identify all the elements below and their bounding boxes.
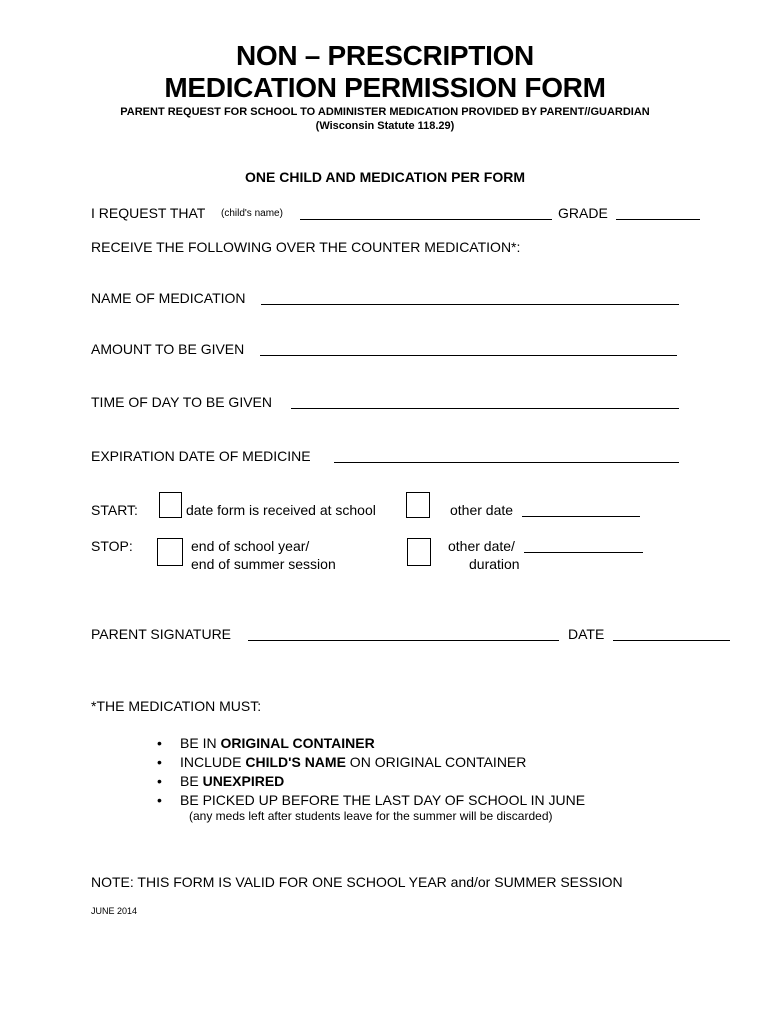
receive-instruction: RECEIVE THE FOLLOWING OVER THE COUNTER MEDICATION*: <box>91 239 521 255</box>
requirement-emphasis: UNEXPIRED <box>202 773 285 789</box>
childs-name-field[interactable] <box>300 219 552 220</box>
start-other-date-field[interactable] <box>522 516 640 517</box>
requirement-text: ON ORIGINAL CONTAINER <box>345 754 527 770</box>
stop-other-date-field[interactable] <box>524 552 643 553</box>
start-label: START: <box>91 502 138 518</box>
pickup-note: (any meds left after students leave for the summer will be discarded) <box>189 809 553 823</box>
stop-end-of-year-checkbox[interactable] <box>157 538 183 566</box>
requirement-emphasis: CHILD'S NAME <box>245 754 346 770</box>
stop-other-date-line2: duration <box>469 556 520 572</box>
requirement-original-container <box>157 734 585 753</box>
childs-name-hint: (child's name) <box>221 208 283 219</box>
amount-field[interactable] <box>260 355 677 356</box>
form-title-line2: MEDICATION PERMISSION FORM <box>164 72 606 103</box>
requirement-text: BE IN <box>180 735 221 751</box>
start-other-date-checkbox[interactable] <box>406 492 430 518</box>
signature-date-label: DATE <box>568 626 605 642</box>
stop-end-of-year-line2: end of summer session <box>191 556 336 572</box>
requirements-list <box>157 734 585 810</box>
expiration-date-label: EXPIRATION DATE OF MEDICINE <box>91 448 311 464</box>
requirement-unexpired <box>157 772 585 791</box>
form-title-line1: NON – PRESCRIPTION <box>236 40 534 71</box>
requirements-heading: *THE MEDICATION MUST: <box>91 698 262 714</box>
revision-date: JUNE 2014 <box>91 906 138 916</box>
requirement-text: BE <box>180 773 203 789</box>
stop-label: STOP: <box>91 538 133 554</box>
start-received-checkbox[interactable] <box>159 492 182 518</box>
medication-name-label: NAME OF MEDICATION <box>91 290 246 306</box>
time-of-day-label: TIME OF DAY TO BE GIVEN <box>91 394 273 410</box>
stop-other-date-checkbox[interactable] <box>407 538 431 566</box>
stop-other-date-line1: other date/ <box>448 538 515 554</box>
start-received-option: date form is received at school <box>186 502 376 518</box>
parent-signature-field[interactable] <box>248 640 559 641</box>
medication-name-field[interactable] <box>261 304 679 305</box>
requirement-text: BE PICKED UP BEFORE THE LAST DAY OF SCHOOL IN JUNE <box>180 792 586 808</box>
form-subtitle: PARENT REQUEST FOR SCHOOL TO ADMINISTER MEDICATION PROVIDED BY PARENT//GUARDIAN <box>120 106 650 118</box>
stop-end-of-year-line1: end of school year/ <box>191 538 310 554</box>
request-label: I REQUEST THAT <box>91 205 206 221</box>
amount-label: AMOUNT TO BE GIVEN <box>91 341 245 357</box>
time-of-day-field[interactable] <box>291 408 679 409</box>
validity-note: NOTE: THIS FORM IS VALID FOR ONE SCHOOL YEAR and/or SUMMER SESSION <box>91 874 623 890</box>
grade-field[interactable] <box>616 219 700 220</box>
requirement-pickup <box>157 791 585 810</box>
bullet: • <box>157 735 162 751</box>
requirement-childs-name <box>157 753 585 772</box>
expiration-date-field[interactable] <box>334 462 679 463</box>
bullet: • <box>157 754 162 770</box>
start-other-date-option: other date <box>450 502 514 518</box>
grade-label: GRADE <box>558 205 608 221</box>
signature-date-field[interactable] <box>613 640 730 641</box>
statute-reference: (Wisconsin Statute 118.29) <box>315 120 455 132</box>
section-heading: ONE CHILD AND MEDICATION PER FORM <box>245 169 525 185</box>
requirement-emphasis: ORIGINAL CONTAINER <box>220 735 375 751</box>
bullet: • <box>157 792 162 808</box>
parent-signature-label: PARENT SIGNATURE <box>91 626 232 642</box>
requirement-text: INCLUDE <box>180 754 246 770</box>
bullet: • <box>157 773 162 789</box>
